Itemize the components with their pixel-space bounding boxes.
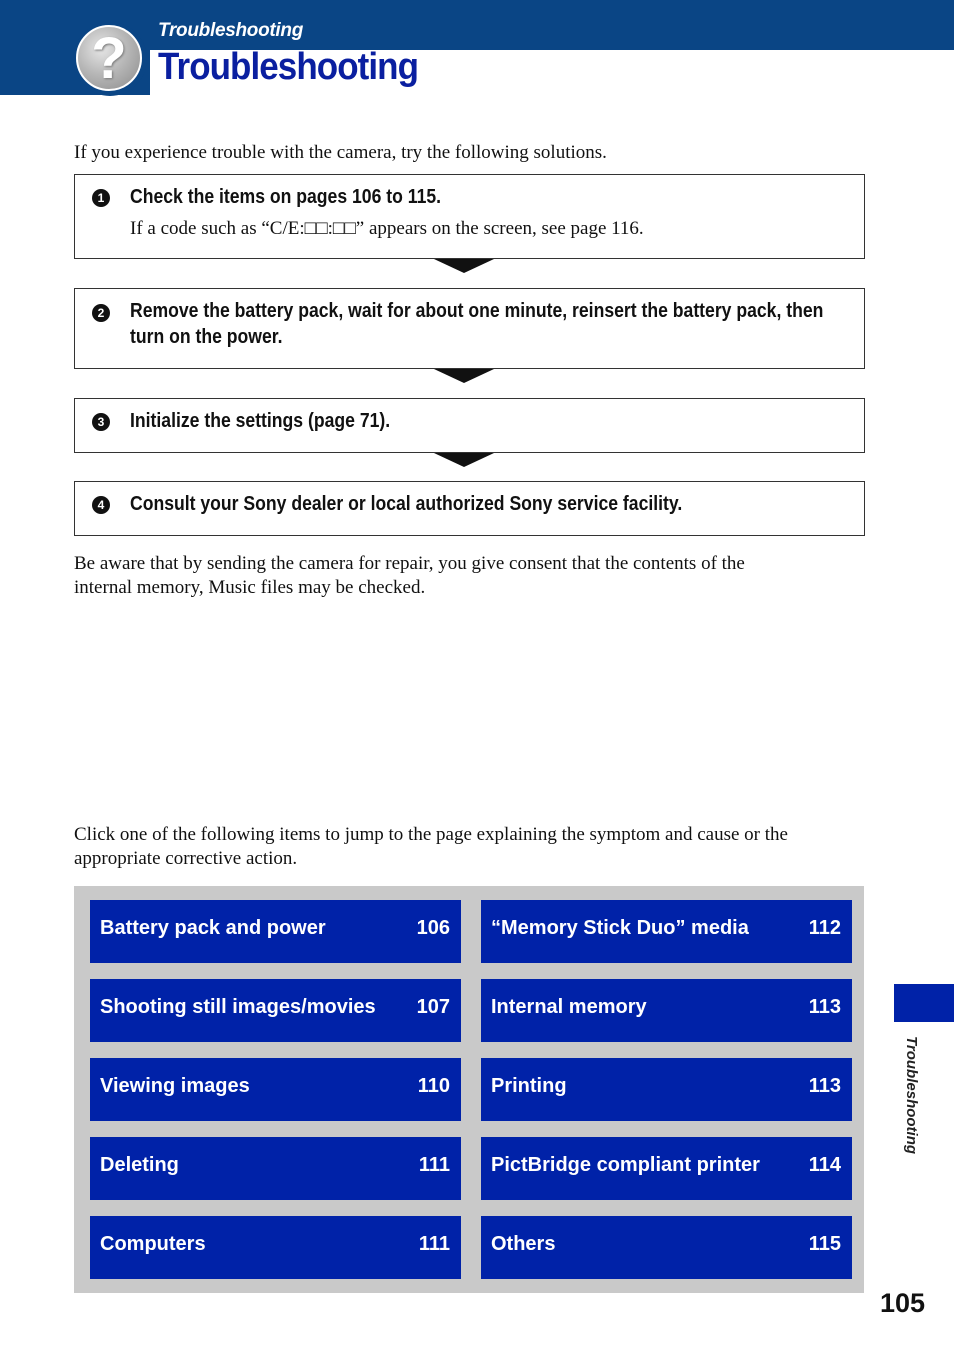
link-printing[interactable] (481, 1058, 852, 1121)
link-memory-stick-duo-media[interactable] (481, 900, 852, 963)
link-label: Others (491, 1233, 556, 1255)
breadcrumb: Troubleshooting (158, 20, 304, 41)
intro-text: If you experience trouble with the camera, try the following solutions. (74, 142, 607, 163)
section-tab-label (902, 1036, 926, 1166)
step-2-text: Remove the battery pack, wait for about one minute, reinsert the battery pack, then turn on the power. (130, 300, 824, 348)
step-3-number: 3 (92, 413, 110, 431)
link-page-number: 115 (808, 1233, 841, 1255)
page-title: Troubleshooting (158, 46, 419, 88)
link-label: Battery pack and power (100, 917, 326, 939)
link-label: Shooting still images/movies (100, 996, 376, 1018)
link-others[interactable] (481, 1216, 852, 1279)
flow-arrow-down-icon (434, 453, 494, 467)
step-1-number: 1 (92, 189, 110, 207)
link-page-number: 107 (416, 996, 450, 1018)
step-4-box (74, 481, 865, 536)
step-4-text: Consult your Sony dealer or local authorized Sony service facility. (130, 493, 683, 515)
step-3-text: Initialize the settings (page 71). (130, 410, 391, 432)
link-computers[interactable] (90, 1216, 461, 1279)
link-label: Viewing images (100, 1075, 250, 1097)
link-page-number: 111 (418, 1154, 450, 1176)
link-page-number: 110 (417, 1075, 450, 1097)
link-label: “Memory Stick Duo” media (491, 917, 749, 939)
step-4-number: 4 (92, 496, 110, 514)
step-2-number: 2 (92, 304, 110, 322)
step-1-text: Check the items on pages 106 to 115. (130, 186, 442, 208)
flow-arrow-down-icon (434, 259, 494, 273)
link-page-number: 106 (416, 917, 450, 939)
link-page-number: 113 (808, 996, 841, 1018)
link-label: Printing (491, 1075, 567, 1097)
step-1-box (74, 174, 865, 259)
page-number: 105 (880, 1288, 926, 1318)
link-label: Internal memory (491, 996, 647, 1018)
step-1-subtext: If a code such as “C/E:□□:□□” appears on the screen, see page 116. (130, 218, 644, 239)
link-shooting-still-images-movies[interactable] (90, 979, 461, 1042)
link-page-number: 114 (808, 1154, 841, 1176)
section-tab[interactable] (894, 984, 954, 1022)
step-3-box (74, 398, 865, 453)
question-mark-glyph: ? (91, 25, 127, 91)
link-pictbridge-compliant-printer[interactable] (481, 1137, 852, 1200)
link-page-number: 113 (808, 1075, 841, 1097)
step-2-box (74, 288, 865, 369)
link-viewing-images[interactable] (90, 1058, 461, 1121)
link-internal-memory[interactable] (481, 979, 852, 1042)
link-label: Computers (100, 1233, 206, 1255)
click-instruction-line-1: Click one of the following items to jump to the page explaining the symptom and cause or the (74, 824, 788, 845)
repair-notice-line-2: internal memory, Music files may be checked. (74, 577, 426, 598)
link-label: PictBridge compliant printer (491, 1154, 760, 1176)
link-page-number: 111 (418, 1233, 450, 1255)
link-label: Deleting (100, 1154, 179, 1176)
link-page-number: 112 (808, 917, 841, 939)
repair-notice-line-1: Be aware that by sending the camera for repair, you give consent that the contents of the (74, 553, 745, 574)
section-tab-label-text: Troubleshooting (903, 1036, 920, 1155)
flow-arrow-down-icon (434, 369, 494, 383)
click-instruction-line-2: appropriate corrective action. (74, 848, 298, 869)
link-deleting[interactable] (90, 1137, 461, 1200)
link-battery-pack-and-power[interactable] (90, 900, 461, 963)
